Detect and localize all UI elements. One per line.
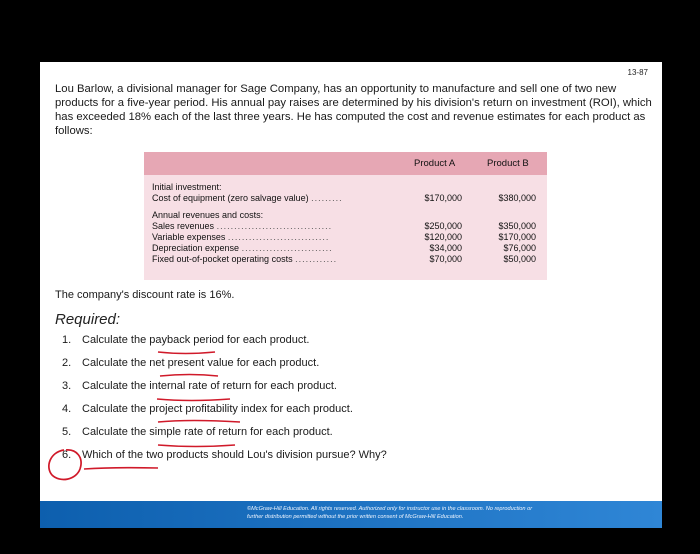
cell-fixed-a: $70,000 [429, 254, 462, 264]
page-number: 13-87 [627, 68, 648, 77]
item-text: Calculate the net present value for each product. [82, 357, 320, 369]
copyright-line-2: further distribution permitted without the prior written consent of McGraw-Hill Education. [247, 514, 464, 520]
cell-sales-a: $250,000 [424, 221, 462, 231]
list-item [55, 426, 615, 449]
item-text: Calculate the simple rate of return for each product. [82, 426, 333, 438]
list-item [55, 334, 615, 357]
row-label-fixed: Fixed out-of-pocket operating costs ............ [152, 254, 338, 264]
cell-variable-a: $120,000 [424, 232, 462, 242]
column-header-product-a: Product A [414, 158, 456, 169]
required-heading: Required: [55, 311, 121, 328]
row-label-depreciation: Depreciation expense .......................... [152, 243, 333, 253]
item-number: 6. [62, 449, 72, 461]
cell-equipment-b: $380,000 [498, 193, 536, 203]
cell-fixed-b: $50,000 [503, 254, 536, 264]
cell-depreciation-a: $34,000 [429, 243, 462, 253]
section-label-annual: Annual revenues and costs: [152, 210, 264, 220]
list-item [55, 380, 615, 403]
row-label-equipment: Cost of equipment (zero salvage value) ......... [152, 193, 343, 203]
list-item [55, 403, 615, 426]
section-label-initial-investment: Initial investment: [152, 182, 222, 192]
copyright-footer [40, 501, 662, 528]
cell-variable-b: $170,000 [498, 232, 536, 242]
item-number: 2. [62, 357, 72, 369]
cell-equipment-a: $170,000 [424, 193, 462, 203]
requirements-list [55, 334, 615, 472]
list-item [55, 357, 615, 380]
discount-rate-text: The company's discount rate is 16%. [55, 289, 235, 301]
item-text: Calculate the project profitability index for each product. [82, 403, 353, 415]
item-number: 1. [62, 334, 72, 346]
item-number: 3. [62, 380, 72, 392]
item-text: Which of the two products should Lou's division pursue? Why? [82, 449, 387, 461]
slide [40, 62, 662, 528]
list-item [55, 449, 615, 472]
item-number: 5. [62, 426, 72, 438]
row-label-sales: Sales revenues ................................. [152, 221, 333, 231]
cell-sales-b: $350,000 [498, 221, 536, 231]
copyright-line-1: ©McGraw-Hill Education. All rights reserved. Authorized only for instructor use in the classroom. No reproduction or [247, 506, 533, 512]
copyright-text [247, 505, 657, 521]
problem-intro: Lou Barlow, a divisional manager for Sage Company, has an opportunity to manufacture and sell one of two new products for a five-year period. His annual pay raises are determined by his division's return on investment (ROI), which has exceeded 18% each of the last three years. He has computed the cost and revenue estimates for each product as follows: [55, 83, 652, 137]
cost-revenue-table [144, 152, 547, 280]
item-text: Calculate the payback period for each product. [82, 334, 310, 346]
column-header-product-b: Product B [487, 158, 529, 169]
row-label-variable: Variable expenses ............................. [152, 232, 330, 242]
cell-depreciation-b: $76,000 [503, 243, 536, 253]
item-text: Calculate the internal rate of return for each product. [82, 380, 337, 392]
item-number: 4. [62, 403, 72, 415]
